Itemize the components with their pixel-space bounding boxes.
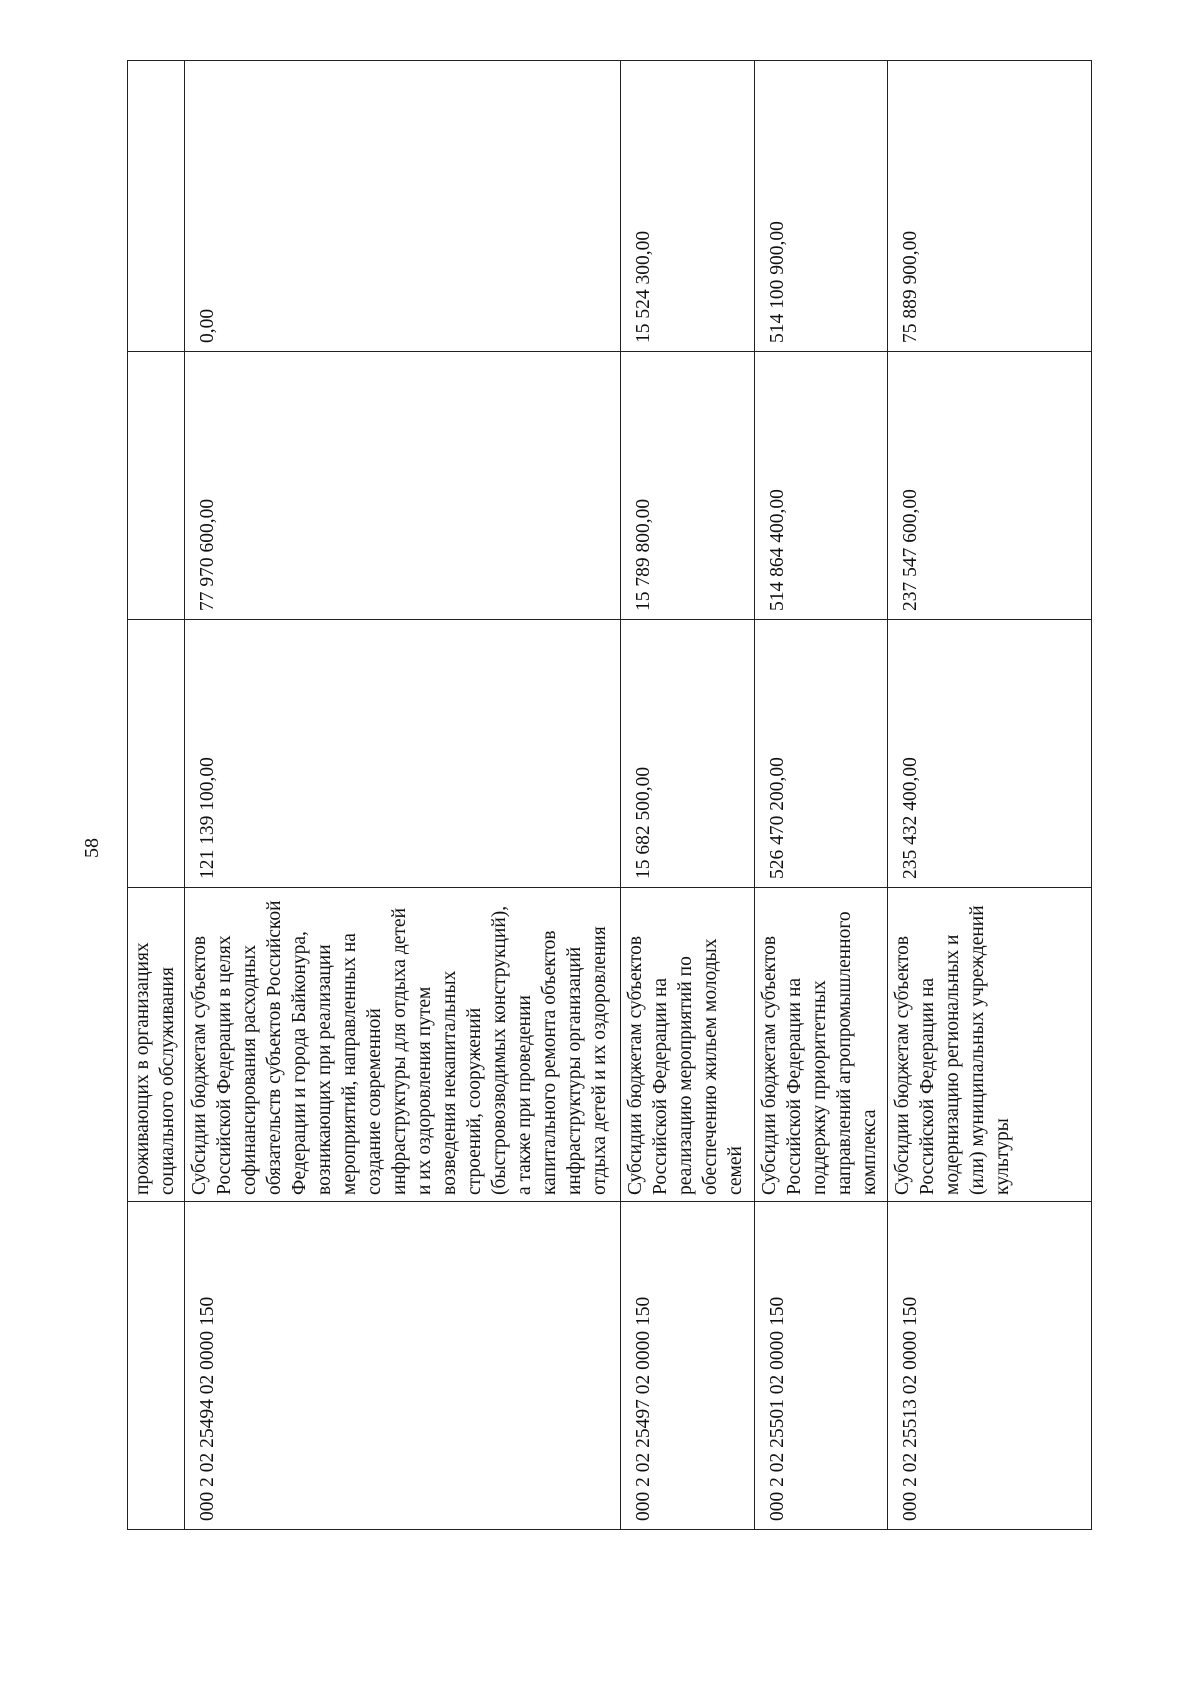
budget-code-cell: 000 2 02 25494 02 0000 150 (185, 1202, 621, 1530)
amount-cell-year-2: 15 789 800,00 (621, 352, 755, 620)
description-cell: Субсидии бюджетам субъектов Российской Федерации на модернизацию региональных и (или) муниципальных учреждений культуры (888, 888, 1092, 1202)
budget-code-cell: 000 2 02 25513 02 0000 150 (888, 1202, 1092, 1530)
amount-cell-year-3: 514 100 900,00 (755, 61, 888, 352)
amount-cell-year-1: 15 682 500,00 (621, 620, 755, 888)
table-row (888, 61, 1092, 1530)
amount-cell-year-2 (128, 352, 185, 620)
table-row (755, 61, 888, 1530)
amount-cell-year-2: 514 864 400,00 (755, 352, 888, 620)
amount-cell-year-1 (128, 620, 185, 888)
budget-code-cell (128, 1202, 185, 1530)
budget-code-cell: 000 2 02 25501 02 0000 150 (755, 1202, 888, 1530)
amount-cell-year-3: 0,00 (185, 61, 621, 352)
table-row (185, 61, 621, 1530)
amount-cell-year-1: 235 432 400,00 (888, 620, 1092, 888)
description-cell: Субсидии бюджетам субъектов Российской Федерации на поддержку приоритетных направлений агропромышленного комплекса (755, 888, 888, 1202)
amount-cell-year-1: 526 470 200,00 (755, 620, 888, 888)
description-cell: Субсидии бюджетам субъектов Российской Федерации в целях софинансирования расходных обязательств субъектов Российской Федерации и города Байконура, возникающих при реализации мероприятий, направленных на создание современной инфраструктуры для отдыха детей и их оздоровления путем возведения некапитальных строений, сооружений (быстровозводимых конструкций), а также при проведении капитального ремонта объектов инфраструктуры организаций отдыха детей и их оздоровления (185, 888, 621, 1202)
description-cell: проживающих в организациях социального обслуживания (128, 888, 185, 1202)
table-row (621, 61, 755, 1530)
amount-cell-year-3: 15 524 300,00 (621, 61, 755, 352)
amount-cell-year-1: 121 139 100,00 (185, 620, 621, 888)
budget-table (127, 60, 1092, 1530)
budget-code-cell: 000 2 02 25497 02 0000 150 (621, 1202, 755, 1530)
amount-cell-year-2: 77 970 600,00 (185, 352, 621, 620)
amount-cell-year-3 (128, 61, 185, 352)
amount-cell-year-3: 75 889 900,00 (888, 61, 1092, 352)
table-row (128, 61, 185, 1530)
page-number: 58 (81, 838, 103, 858)
description-cell: Субсидии бюджетам субъектов Российской Федерации на реализацию мероприятий по обеспечению жильем молодых семей (621, 888, 755, 1202)
amount-cell-year-2: 237 547 600,00 (888, 352, 1092, 620)
budget-table-container (127, 61, 1087, 1530)
